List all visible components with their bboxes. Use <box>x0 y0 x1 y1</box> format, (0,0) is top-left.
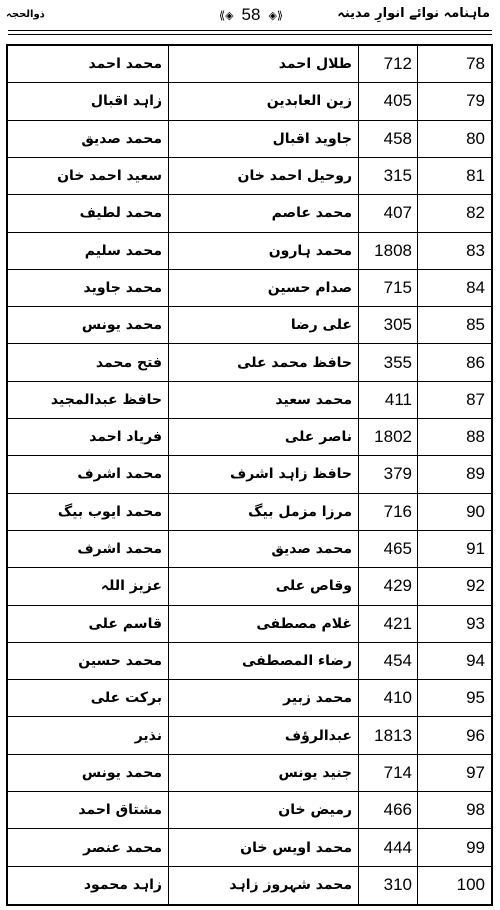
student-name: زین العابدین <box>266 93 352 110</box>
table-row <box>8 606 491 643</box>
ornament-right-icon: ◈⟫ <box>268 8 284 22</box>
father-name: قاسم علی <box>88 615 162 632</box>
serial-number: 84 <box>466 277 485 297</box>
father-name: محمد اشرف <box>77 466 162 483</box>
student-name: رمیض خان <box>278 802 352 819</box>
student-name: عبدالرؤف <box>284 727 352 744</box>
student-name: محمد اویس خان <box>240 839 352 856</box>
registration-number: 410 <box>383 688 412 708</box>
header-rule-2 <box>8 34 492 35</box>
serial-number: 92 <box>466 576 485 596</box>
father-name: محمد یونس <box>81 764 162 781</box>
results-table <box>6 44 493 906</box>
father-name: حافظ عبدالمجید <box>50 391 162 408</box>
student-name: مرزا مزمل بیگ <box>248 503 352 520</box>
table-row <box>8 121 491 158</box>
student-name: محمد زبیر <box>283 690 352 707</box>
registration-number: 379 <box>383 464 412 484</box>
student-name: جنید یونس <box>278 764 352 781</box>
father-name: محمد یونس <box>81 317 162 334</box>
registration-number: 716 <box>383 501 412 521</box>
ornament-left-icon: ⟪◈ <box>218 8 234 22</box>
student-name: علی رضا <box>290 317 352 334</box>
table-row <box>8 456 491 493</box>
father-name: زاہد محمود <box>83 877 162 894</box>
father-name: برکت علی <box>90 690 162 707</box>
page-number: 58 <box>241 5 261 24</box>
serial-number: 86 <box>466 352 485 372</box>
registration-number: 305 <box>383 315 412 335</box>
father-name: محمد جاوید <box>83 279 162 296</box>
table-row <box>8 755 491 792</box>
table-row <box>8 46 491 83</box>
registration-number: 411 <box>384 389 412 409</box>
serial-number: 91 <box>466 539 485 559</box>
father-name: محمد ایوب بیگ <box>57 503 162 520</box>
page-header <box>0 0 500 44</box>
table-row <box>8 531 491 568</box>
table-row <box>8 680 491 717</box>
magazine-title: ماہنامہ نوائے انوارِ مدینہ <box>337 6 490 21</box>
serial-number: 98 <box>466 800 485 820</box>
father-name: محمد احمد <box>88 56 162 73</box>
student-name: حافظ محمد علی <box>237 354 352 371</box>
table-row <box>8 792 491 829</box>
father-name: محمد لطیف <box>79 205 162 222</box>
table-row <box>8 270 491 307</box>
serial-number: 79 <box>466 91 485 111</box>
serial-number: 87 <box>466 389 485 409</box>
table-row <box>8 419 491 456</box>
table-row <box>8 568 491 605</box>
student-name: محمد ہارون <box>268 242 352 259</box>
table-row <box>8 829 491 866</box>
serial-number: 99 <box>466 837 485 857</box>
serial-number: 83 <box>466 240 485 260</box>
registration-number: 465 <box>383 539 412 559</box>
table-row <box>8 83 491 120</box>
registration-number: 714 <box>383 762 412 782</box>
father-name: سعید احمد خان <box>57 168 162 185</box>
father-name: فریاد احمد <box>89 429 162 446</box>
father-name: محمد عنصر <box>83 839 162 856</box>
student-name: غلام مصطفی <box>256 615 352 632</box>
table-row <box>8 643 491 680</box>
table-row <box>8 195 491 232</box>
registration-number: 1802 <box>374 427 412 447</box>
serial-number: 97 <box>466 762 485 782</box>
serial-number: 100 <box>456 875 485 895</box>
serial-number: 88 <box>466 427 485 447</box>
student-name: محمد شہروز زاہد <box>229 877 352 894</box>
father-name: محمد صدیق <box>81 130 162 147</box>
student-name: محمد صدیق <box>271 541 352 558</box>
father-name: نذیر <box>134 727 162 744</box>
registration-number: 315 <box>383 166 412 186</box>
table-row <box>8 344 491 381</box>
registration-number: 355 <box>383 352 412 372</box>
issue-month: ذوالحجہ <box>6 9 45 20</box>
registration-number: 1813 <box>374 725 412 745</box>
student-name: روحیل احمد خان <box>237 168 352 185</box>
registration-number: 712 <box>383 54 412 74</box>
serial-number: 94 <box>466 651 485 670</box>
serial-number: 85 <box>466 315 485 335</box>
registration-number: 715 <box>383 277 412 297</box>
registration-number: 407 <box>383 203 412 223</box>
table-row <box>8 158 491 195</box>
table-row <box>8 307 491 344</box>
registration-number: 421 <box>383 613 412 633</box>
header-rule <box>8 30 492 31</box>
student-name: صدام حسین <box>267 279 352 296</box>
serial-number: 96 <box>466 725 485 745</box>
serial-number: 81 <box>466 166 485 186</box>
father-name: مشتاق احمد <box>78 802 162 819</box>
serial-number: 78 <box>466 54 485 74</box>
father-name: فتح محمد <box>95 354 162 371</box>
serial-number: 90 <box>466 501 485 521</box>
student-name: طلال احمد <box>278 56 352 73</box>
father-name: محمد سلیم <box>84 242 162 259</box>
serial-number: 82 <box>466 203 485 223</box>
serial-number: 80 <box>466 128 485 148</box>
student-name: ناصر علی <box>284 429 352 446</box>
student-name: وقاص علی <box>275 578 352 595</box>
student-name: محمد عاصم <box>271 205 352 222</box>
registration-number: 454 <box>383 651 412 670</box>
table-row <box>8 867 491 904</box>
serial-number: 89 <box>466 464 485 484</box>
father-name: محمد اشرف <box>77 541 162 558</box>
student-name: حافظ زاہد اشرف <box>230 466 352 483</box>
student-name: محمد سعید <box>275 391 352 408</box>
student-name: رضاء المصطفی <box>242 653 352 669</box>
registration-number: 405 <box>383 91 412 111</box>
page-number-box <box>205 2 297 28</box>
student-name: جاوید اقبال <box>272 130 352 147</box>
registration-number: 466 <box>383 800 412 820</box>
registration-number: 429 <box>383 576 412 596</box>
table-row <box>8 233 491 270</box>
registration-number: 458 <box>383 128 412 148</box>
registration-number: 310 <box>383 875 412 895</box>
serial-number: 93 <box>466 613 485 633</box>
table-row <box>8 494 491 531</box>
father-name: محمد حسین <box>78 653 162 669</box>
father-name: زاہد اقبال <box>90 93 162 110</box>
registration-number: 1808 <box>374 240 412 260</box>
table-row <box>8 717 491 754</box>
father-name: عزیز اللہ <box>100 578 162 595</box>
table-row <box>8 382 491 419</box>
serial-number: 95 <box>466 688 485 708</box>
registration-number: 444 <box>383 837 412 857</box>
